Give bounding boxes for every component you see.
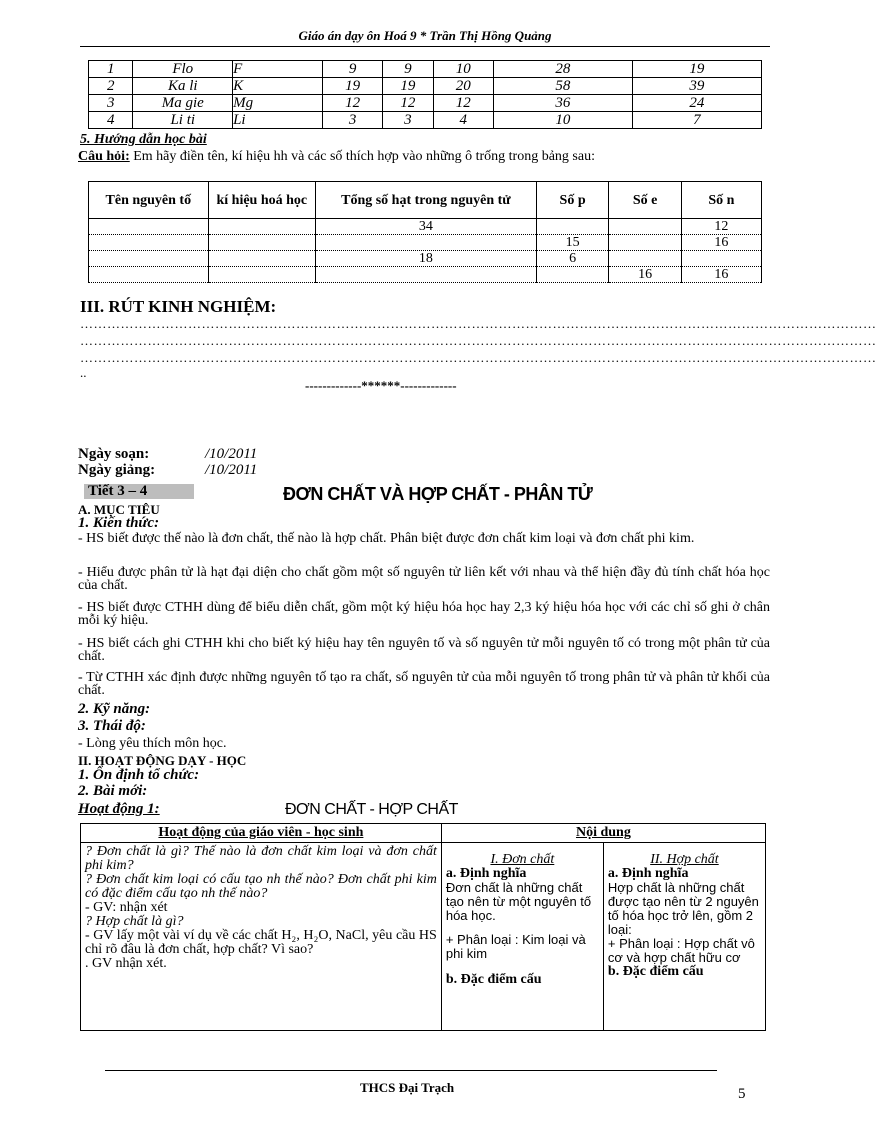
column-header: Tổng số hạt trong nguyên tử xyxy=(315,182,536,219)
dots-line-4: .. xyxy=(80,365,87,380)
teacher-line: - GV: nhận xét xyxy=(85,900,168,915)
objective-2: - Hiểu được phân tử là hạt đại diện cho chất gồm một số nguyên tử liên kết với nhau và thể hiện đầy đủ tính chất hóa học của chất. xyxy=(78,565,770,593)
table-cell: 36 xyxy=(493,95,632,112)
table-cell: 58 xyxy=(493,78,632,95)
knowledge-heading: 1. Kiến thức: xyxy=(78,515,160,531)
table-cell: 19 xyxy=(632,61,761,78)
table-cell[interactable]: 16 xyxy=(681,235,761,251)
table-cell: Mg xyxy=(233,95,323,112)
activity1-title: ĐƠN CHẤT - HỢP CHẤT xyxy=(285,801,458,818)
column-header: Số n xyxy=(681,182,761,219)
table-cell: 12 xyxy=(383,95,433,112)
hopchat-def-heading: a. Định nghĩa xyxy=(607,866,689,881)
table-cell[interactable] xyxy=(609,251,682,267)
table-cell[interactable]: 18 xyxy=(315,251,536,267)
dots-line-2: …………………………………………………………………………………………………………………………………………………………… xyxy=(80,333,877,348)
hopchat-def-text: Hợp chất là những chất được tạo nên từ 2 nguyên tố hóa học trở lên, gồm 2 loại: xyxy=(607,880,759,937)
footer-divider xyxy=(105,1070,717,1071)
table-cell: 2 xyxy=(89,78,133,95)
dots-line-1: …………………………………………………………………………………………………………………………………………………………… xyxy=(80,316,877,331)
table-cell: 3 xyxy=(89,95,133,112)
hopchat-b-heading: b. Đặc điểm cấu xyxy=(607,964,704,979)
separator: -------------******------------- xyxy=(305,378,457,393)
table-cell: K xyxy=(233,78,323,95)
table-cell: 24 xyxy=(632,95,761,112)
table-cell: 12 xyxy=(433,95,493,112)
fill-table xyxy=(88,181,762,283)
table-cell[interactable]: 16 xyxy=(681,267,761,283)
teacher-activities xyxy=(81,843,442,1031)
ngay-giang-label: Ngày giảng: xyxy=(78,462,156,478)
new-lesson-heading: 2. Bài mới: xyxy=(78,783,148,799)
table-cell: 3 xyxy=(322,112,382,129)
teacher-line: ? Đơn chất là gì? Thế nào là đơn chất kim loại và đơn chất phi kim? xyxy=(85,844,437,873)
table-cell: Flo xyxy=(133,61,233,78)
table-row xyxy=(89,235,762,251)
table-cell[interactable] xyxy=(536,219,609,235)
table-cell[interactable]: 6 xyxy=(536,251,609,267)
table-cell[interactable] xyxy=(89,219,209,235)
teacher-line: ? Hợp chất là gì? xyxy=(85,914,184,929)
table-cell[interactable]: 34 xyxy=(315,219,536,235)
table-cell: 4 xyxy=(89,112,133,129)
table-cell: Ka li xyxy=(133,78,233,95)
table-cell[interactable] xyxy=(208,219,315,235)
table-cell: 12 xyxy=(322,95,382,112)
table-cell[interactable]: 15 xyxy=(536,235,609,251)
table-cell[interactable] xyxy=(315,267,536,283)
table-cell: 39 xyxy=(632,78,761,95)
table-cell[interactable] xyxy=(681,251,761,267)
table-row xyxy=(89,251,762,267)
objective-3: - HS biết được CTHH dùng để biểu diễn chất, gồm một ký hiệu hóa học hay 2,3 ký hiệu hóa học với các chỉ số ghi ở chân mỗi ký hiệu. xyxy=(78,600,770,628)
table-cell[interactable] xyxy=(89,235,209,251)
table-cell[interactable]: 16 xyxy=(609,267,682,283)
donchat-def-text: Đơn chất là những chất tạo nên từ một nguyên tố hóa học. xyxy=(445,880,592,923)
table-cell[interactable] xyxy=(609,219,682,235)
page-header: Giáo án dạy ôn Hoá 9 * Trần Thị Hồng Quảng xyxy=(80,28,770,47)
objective-1: - HS biết được thế nào là đơn chất, thế nào là hợp chất. Phân biệt được đơn chất kim loại và đơn chất phi kim. xyxy=(78,531,695,546)
table-cell: 3 xyxy=(383,112,433,129)
hopchat-cell xyxy=(603,843,765,1031)
donchat-cell xyxy=(441,843,603,1031)
table-row xyxy=(89,112,762,129)
table-cell[interactable] xyxy=(89,251,209,267)
table-cell: 19 xyxy=(322,78,382,95)
table-row xyxy=(89,267,762,283)
section5-heading: 5. Hướng dẫn học bài xyxy=(80,132,207,147)
footer-school: THCS Đại Trạch xyxy=(360,1080,455,1095)
col-teacher-header: Hoạt động của giáo viên - học sinh xyxy=(81,824,442,843)
column-header: kí hiệu hoá học xyxy=(208,182,315,219)
objective-5: - Từ CTHH xác định được những nguyên tố tạo ra chất, số nguyên tử của mỗi nguyên tố trong phân tử và phân tử khối của chất. xyxy=(78,670,770,698)
table-cell: 4 xyxy=(433,112,493,129)
table-cell[interactable] xyxy=(609,235,682,251)
column-header: Tên nguyên tố xyxy=(89,182,209,219)
table-cell: Ma gie xyxy=(133,95,233,112)
teacher-line: . GV nhận xét. xyxy=(85,956,167,971)
donchat-classify: + Phân loại : Kim loại và phi kim xyxy=(445,932,586,961)
table-cell: F xyxy=(233,61,323,78)
stabilize-heading: 1. Ổn định tổ chức: xyxy=(78,767,200,783)
objective-4: - HS biết cách ghi CTHH khi cho biết ký hiệu hay tên nguyên tố và số nguyên tử mỗi nguyên tố có trong một phân tử của chất. xyxy=(78,636,770,664)
section3-heading: III. RÚT KINH NGHIỆM: xyxy=(80,297,277,316)
table-row xyxy=(89,61,762,78)
dots-line-3: …………………………………………………………………………………………………………………………………………………………… xyxy=(80,350,877,365)
table-cell: 10 xyxy=(433,61,493,78)
table-row xyxy=(89,219,762,235)
table-cell: 20 xyxy=(433,78,493,95)
table-cell: 9 xyxy=(322,61,382,78)
table-cell: Li ti xyxy=(133,112,233,129)
table-cell: 9 xyxy=(383,61,433,78)
table-row xyxy=(89,78,762,95)
hopchat-classify: + Phân loại : Hợp chất vô cơ và hợp chất hữu cơ xyxy=(607,936,755,965)
skills-heading: 2. Kỹ năng: xyxy=(78,701,151,717)
ngay-giang-value: /10/2011 xyxy=(205,462,258,478)
table-cell: 7 xyxy=(632,112,761,129)
table-cell[interactable] xyxy=(208,235,315,251)
table-cell[interactable] xyxy=(315,235,536,251)
table-cell: 19 xyxy=(383,78,433,95)
table-row xyxy=(89,95,762,112)
table-cell: 1 xyxy=(89,61,133,78)
table-cell[interactable] xyxy=(89,267,209,283)
table-cell: 10 xyxy=(493,112,632,129)
table-cell: Li xyxy=(233,112,323,129)
donchat-def-heading: a. Định nghĩa xyxy=(445,866,527,881)
hopchat-heading: II. Hợp chất xyxy=(650,852,719,867)
teacher-line: ? Đơn chất kim loại có cấu tạo nh thế nào? Đơn chất phi kim có đặc điểm cấu tạo nh thế nào? xyxy=(85,872,437,901)
ngay-soan-label: Ngày soạn: xyxy=(78,446,150,462)
table-cell[interactable]: 12 xyxy=(681,219,761,235)
activities-heading: II. HOẠT ĐỘNG DẠY - HỌC xyxy=(78,753,247,768)
attitude-item: - Lòng yêu thích môn học. xyxy=(78,736,227,751)
donchat-b-heading: b. Đặc điểm cấu xyxy=(445,972,542,987)
page-number: 5 xyxy=(738,1086,746,1102)
activity1-label: Hoạt động 1: xyxy=(78,801,160,817)
ngay-soan-value: /10/2011 xyxy=(205,446,258,462)
tiet-badge: Tiết 3 – 4 xyxy=(84,484,194,499)
activity-table xyxy=(80,823,766,1031)
table-cell: 28 xyxy=(493,61,632,78)
donchat-heading: I. Đơn chất xyxy=(490,852,555,867)
element-table xyxy=(88,60,762,129)
table-cell[interactable] xyxy=(208,267,315,283)
lesson-title: ĐƠN CHẤT VÀ HỢP CHẤT - PHÂN TỬ xyxy=(283,484,593,504)
teacher-line: - GV lấy một vài ví dụ về các chất H₂, H₂O, NaCl, yêu cầu HS chỉ rõ đâu là đơn chất, hợp chất? Vì sao? xyxy=(85,928,437,957)
table-cell[interactable] xyxy=(208,251,315,267)
column-header: Số e xyxy=(609,182,682,219)
table-cell[interactable] xyxy=(536,267,609,283)
objectives-heading: A. MỤC TIÊU xyxy=(78,502,160,517)
question: Câu hỏi: Em hãy điền tên, kí hiệu hh và các số thích hợp vào những ô trống trong bảng sau: xyxy=(78,149,595,164)
col-content-header: Nội dung xyxy=(441,824,765,843)
attitude-heading: 3. Thái độ: xyxy=(78,718,146,734)
column-header: Số p xyxy=(536,182,609,219)
